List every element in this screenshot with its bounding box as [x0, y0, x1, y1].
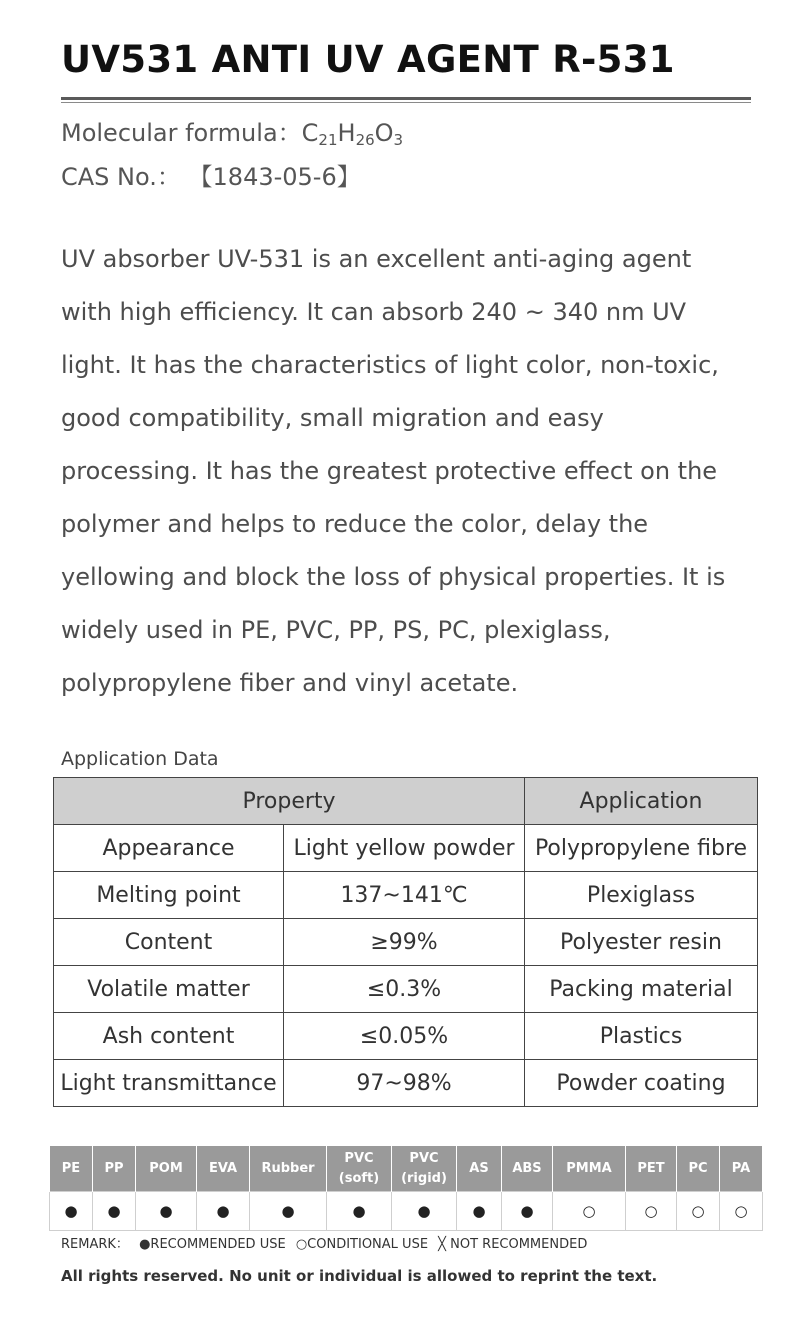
formula-h-count: 26 [355, 131, 375, 149]
usage-header-text: PVC [344, 1150, 374, 1166]
usage-header [720, 1146, 763, 1192]
usage-header-text: PP [104, 1160, 124, 1176]
usage-header [392, 1146, 457, 1192]
application-value: Polyester resin [525, 919, 758, 966]
usage-mark: ○ [626, 1192, 677, 1231]
table-row [54, 1060, 758, 1107]
property-name: Volatile matter [54, 966, 284, 1013]
usage-mark: ● [93, 1192, 136, 1231]
table-row [54, 919, 758, 966]
property-name: Light transmittance [54, 1060, 284, 1107]
usage-mark: ● [50, 1192, 93, 1231]
application-value: Polypropylene fibre [525, 825, 758, 872]
usage-mark: ○ [677, 1192, 720, 1231]
usage-header-text: PA [731, 1160, 751, 1176]
property-value: 97~98% [284, 1060, 525, 1107]
application-value: Powder coating [525, 1060, 758, 1107]
usage-header-subtext: (rigid) [401, 1170, 447, 1186]
usage-header [50, 1146, 93, 1192]
formula-h: H [337, 119, 356, 147]
description-line: polypropylene fiber and vinyl acetate. [61, 669, 519, 697]
property-value: ≤0.05% [284, 1013, 525, 1060]
table-header-row [54, 778, 758, 825]
usage-header-text: AS [469, 1160, 489, 1176]
property-name: Appearance [54, 825, 284, 872]
formula-c-count: 21 [318, 131, 338, 149]
description-line: yellowing and block the loss of physical properties. It is [61, 563, 726, 591]
usage-mark: ● [250, 1192, 327, 1231]
usage-header [197, 1146, 250, 1192]
header-application: Application [525, 778, 758, 825]
property-value: Light yellow powder [284, 825, 525, 872]
usage-header-subtext: (soft) [338, 1170, 380, 1186]
remark-recommended: ●RECOMMENDED USE [139, 1237, 286, 1252]
cas-number [61, 157, 361, 192]
property-value: ≥99% [284, 919, 525, 966]
usage-mark: ● [197, 1192, 250, 1231]
table-row [54, 966, 758, 1013]
usage-header-text: ABS [512, 1160, 542, 1176]
application-value: Plastics [525, 1013, 758, 1060]
property-name: Melting point [54, 872, 284, 919]
formula-o-count: 3 [393, 131, 404, 149]
usage-header-row [50, 1146, 763, 1192]
application-value: Packing material [525, 966, 758, 1013]
cas-value: 【1843-05-6】 [188, 163, 361, 191]
usage-mark: ● [392, 1192, 457, 1231]
formula-o: O [374, 119, 394, 147]
usage-header [457, 1146, 502, 1192]
usage-header [553, 1146, 626, 1192]
title-rule-thin [61, 102, 751, 103]
usage-mark: ○ [553, 1192, 626, 1231]
usage-mark: ● [327, 1192, 392, 1231]
usage-header [93, 1146, 136, 1192]
usage-mark: ● [502, 1192, 553, 1231]
usage-mark: ● [136, 1192, 197, 1231]
usage-header [677, 1146, 720, 1192]
remark-conditional: ○CONDITIONAL USE [295, 1237, 429, 1252]
copyright-notice: All rights reserved. No unit or individual is allowed to reprint the text. [61, 1267, 658, 1285]
description-line: processing. It has the greatest protective effect on the [61, 457, 718, 485]
remark-not-recommended: ╳ NOT RECOMMENDED [438, 1237, 588, 1252]
header-property: Property [54, 778, 525, 825]
description-line: good compatibility, small migration and easy [61, 404, 604, 432]
formula-c: C [301, 119, 319, 147]
application-data-label: Application Data [61, 748, 219, 770]
table-row [54, 1013, 758, 1060]
description-line: UV absorber UV-531 is an excellent anti-aging agent [61, 245, 692, 273]
usage-header-text: PC [688, 1160, 708, 1176]
usage-header [327, 1146, 392, 1192]
usage-mark-row [50, 1192, 763, 1231]
usage-mark: ○ [720, 1192, 763, 1231]
remark-label: REMARK： [61, 1237, 129, 1252]
table-row [54, 825, 758, 872]
property-value: ≤0.3% [284, 966, 525, 1013]
usage-header-text: PET [637, 1160, 665, 1176]
usage-header-text: POM [149, 1160, 183, 1176]
usage-header [626, 1146, 677, 1192]
usage-header-text: EVA [208, 1160, 238, 1176]
description-line: with high efficiency. It can absorb 240 ~ 340 nm UV [61, 298, 687, 326]
molecular-formula-label: Molecular formula： [61, 119, 302, 147]
usage-header-text: PMMA [566, 1160, 612, 1176]
usage-header-text: PVC [409, 1150, 439, 1166]
usage-header [250, 1146, 327, 1192]
usage-matrix-table [49, 1146, 763, 1231]
usage-header [502, 1146, 553, 1192]
usage-header-text: Rubber [261, 1160, 315, 1176]
usage-header [136, 1146, 197, 1192]
property-value: 137~141℃ [284, 872, 525, 919]
application-value: Plexiglass [525, 872, 758, 919]
application-data-table [53, 777, 758, 1107]
title-rule-thick [61, 97, 751, 100]
table-row [54, 872, 758, 919]
molecular-formula [61, 113, 403, 148]
description-line: widely used in PE, PVC, PP, PS, PC, plexiglass, [61, 616, 611, 644]
description-line: polymer and helps to reduce the color, delay the [61, 510, 649, 538]
page-title: UV531 ANTI UV AGENT R-531 [61, 38, 675, 81]
description-line: light. It has the characteristics of light color, non-toxic, [61, 351, 719, 379]
description [61, 233, 761, 710]
usage-mark: ● [457, 1192, 502, 1231]
property-name: Ash content [54, 1013, 284, 1060]
usage-header-text: PE [61, 1160, 81, 1176]
remark-legend [61, 1233, 593, 1252]
property-name: Content [54, 919, 284, 966]
cas-label: CAS No.： [61, 163, 181, 191]
